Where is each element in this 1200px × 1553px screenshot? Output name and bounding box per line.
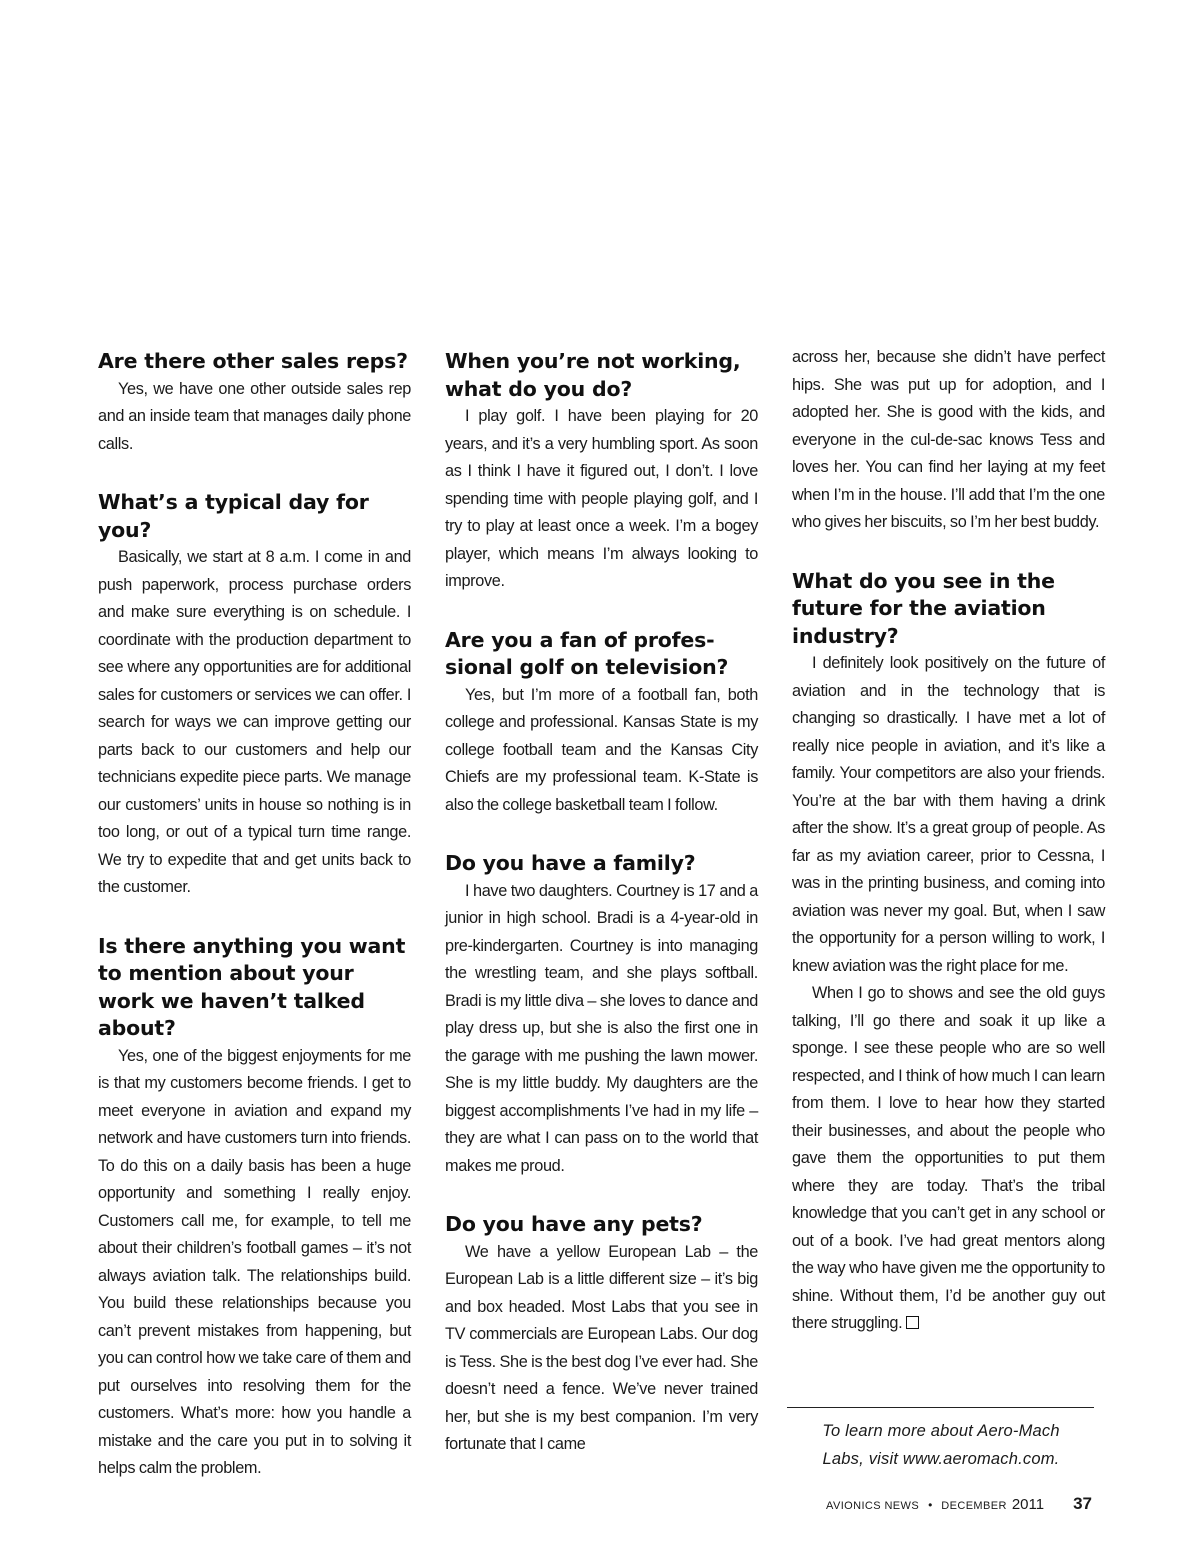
qa-section bbox=[98, 344, 411, 458]
end-of-article-icon bbox=[906, 1316, 919, 1329]
answer-paragraph: I play golf. I have been playing for 20 years, and it’s a very humbling sport. As soon as I think I have it figured out, I don’t. I love spending time with people playing golf, and I try to play at least once a week. I’m a bogey player, which means I’m always looking to improve. bbox=[445, 407, 758, 590]
question-heading: What do you see in the future for the aviation industry? bbox=[792, 568, 1055, 648]
continued-answer bbox=[792, 344, 1105, 537]
answer-paragraph-text: When I go to shows and see the old guys talking, I’ll go there and soak it up like a sponge. I see these people who are so well respected, and I think of how much I can learn from them. I love to hear how they started their businesses, and about the people who gave them the opportunities to put them where they are today. That’s the tribal knowledge that you can’t get in any school or out of a book. I’ve had great mentors along the way who have given me the opportunity to shine. Without them, I’d be another guy out there struggling. bbox=[792, 984, 1105, 1332]
qa-section bbox=[445, 344, 758, 596]
question-heading: Do you have any pets? bbox=[445, 1212, 703, 1236]
divider bbox=[787, 1407, 1094, 1408]
question-heading: What’s a typical day for you? bbox=[98, 490, 369, 542]
issue-year: 2011 bbox=[1011, 1496, 1045, 1513]
publication-name: AVIONICS NEWS bbox=[826, 1500, 920, 1512]
question-heading: Is there anything you want to mention about your work we haven’t talked about? bbox=[98, 933, 406, 1040]
qa-section bbox=[445, 623, 758, 820]
question-heading: Are there other sales reps? bbox=[98, 349, 408, 373]
answer-paragraph: Basically, we start at 8 a.m. I come in and push paperwork, process purchase orders and make sure everything is on schedule. I coordinate with the production department to see where any opportunities are for additional sales for customers or services we can offer. I search for ways we can improve getting our parts back to our customers and help our technicians expedite piece parts. We manage our customers’ units in house so nothing is in too long, or out of a typical turn time range. We try to expedite that and get units back to the customer. bbox=[98, 548, 411, 896]
qa-section bbox=[445, 1207, 758, 1459]
qa-section bbox=[445, 846, 758, 1180]
answer-paragraph-continued: across her, because she didn’t have perfect hips. She was put up for adoption, and I adopted her. She is good with the kids, and everyone in the cul-de-sac knows Tess and loves her. You can find her laying at my feet when I’m in the house. I’ll add that I’m the one who gives her biscuits, so I’m her best buddy. bbox=[792, 348, 1105, 531]
answer-paragraph: Yes, but I’m more of a football fan, both college and professional. Kansas State is my college football team and the Kansas City Chiefs are my professional team. K-State is also the college basketball team I follow. bbox=[445, 685, 758, 814]
page-footer bbox=[826, 1494, 1092, 1514]
issue-month: DECEMBER bbox=[941, 1500, 1007, 1512]
column-2 bbox=[445, 344, 758, 1486]
answer-paragraph: I definitely look positively on the future of aviation and in the technology that is changing so drastically. I have met a lot of really nice people in aviation, and it’s like a family. Your competitors are also your friends. You’re at the bar with them having a drink after the show. It’s a great group of people. As far as my aviation career, prior to Cessna, I was in the printing business, and coming into aviation was never my goal. But, when I saw the opportunity for a person willing to work, I knew aviation was the right place for me. bbox=[792, 654, 1105, 975]
qa-section bbox=[792, 564, 1105, 1338]
question-heading: Do you have a family? bbox=[445, 851, 696, 875]
column-3 bbox=[792, 344, 1105, 1365]
qa-section bbox=[98, 485, 411, 902]
bullet-separator: • bbox=[928, 1498, 933, 1512]
qa-section bbox=[98, 929, 411, 1483]
answer-paragraph: I have two daughters. Courtney is 17 and a junior in high school. Bradi is a 4-year-old in pre-kindergarten. Courtney is into managing the wrestling team, and she plays softball. Bradi is my little diva – she loves to dance and play dress up, but she is also the first one in the garage with me pushing the lawn mower. She is my little buddy. My daughters are the biggest accomplishments I’ve had in my life – they are what I can pass on to the world that makes me proud. bbox=[445, 881, 758, 1175]
answer-paragraph: Yes, we have one other outside sales rep and an inside team that manages daily phone calls. bbox=[98, 379, 411, 453]
answer-paragraph bbox=[792, 980, 1105, 1338]
question-heading: When you’re not working, what do you do? bbox=[445, 349, 741, 401]
learn-more-note: To learn more about Aero-Mach Labs, visit www.aeromach.com. bbox=[822, 1422, 1060, 1468]
answer-paragraph: We have a yellow European Lab – the European Lab is a little different size – it’s big and box headed. Most Labs that you see in TV commercials are European Labs. Our dog is Tess. She is the best dog I’ve ever had. She doesn’t need a fence. We’ve never trained her, but she is my best companion. I’m very fortunate that I came bbox=[445, 1242, 758, 1453]
column-1 bbox=[98, 344, 411, 1510]
page-number: 37 bbox=[1073, 1494, 1092, 1513]
question-heading: Are you a fan of professional golf on television? bbox=[445, 627, 729, 679]
answer-paragraph: Yes, one of the biggest enjoyments for me is that my customers become friends. I get to meet everyone in aviation and expand my network and have customers turn into friends. To do this on a daily basis has been a huge opportunity and something I really enjoy. Customers call me, for example, to tell me about their children’s football games – it’s not always aviation talk. The relationships build. You build these relationships because you can’t prevent mistakes from happening, but you can control how we take care of them and put ourselves into resolving them for the customers. What’s more: how you handle a mistake and the care you put in to solving it helps calm the problem. bbox=[98, 1046, 411, 1477]
